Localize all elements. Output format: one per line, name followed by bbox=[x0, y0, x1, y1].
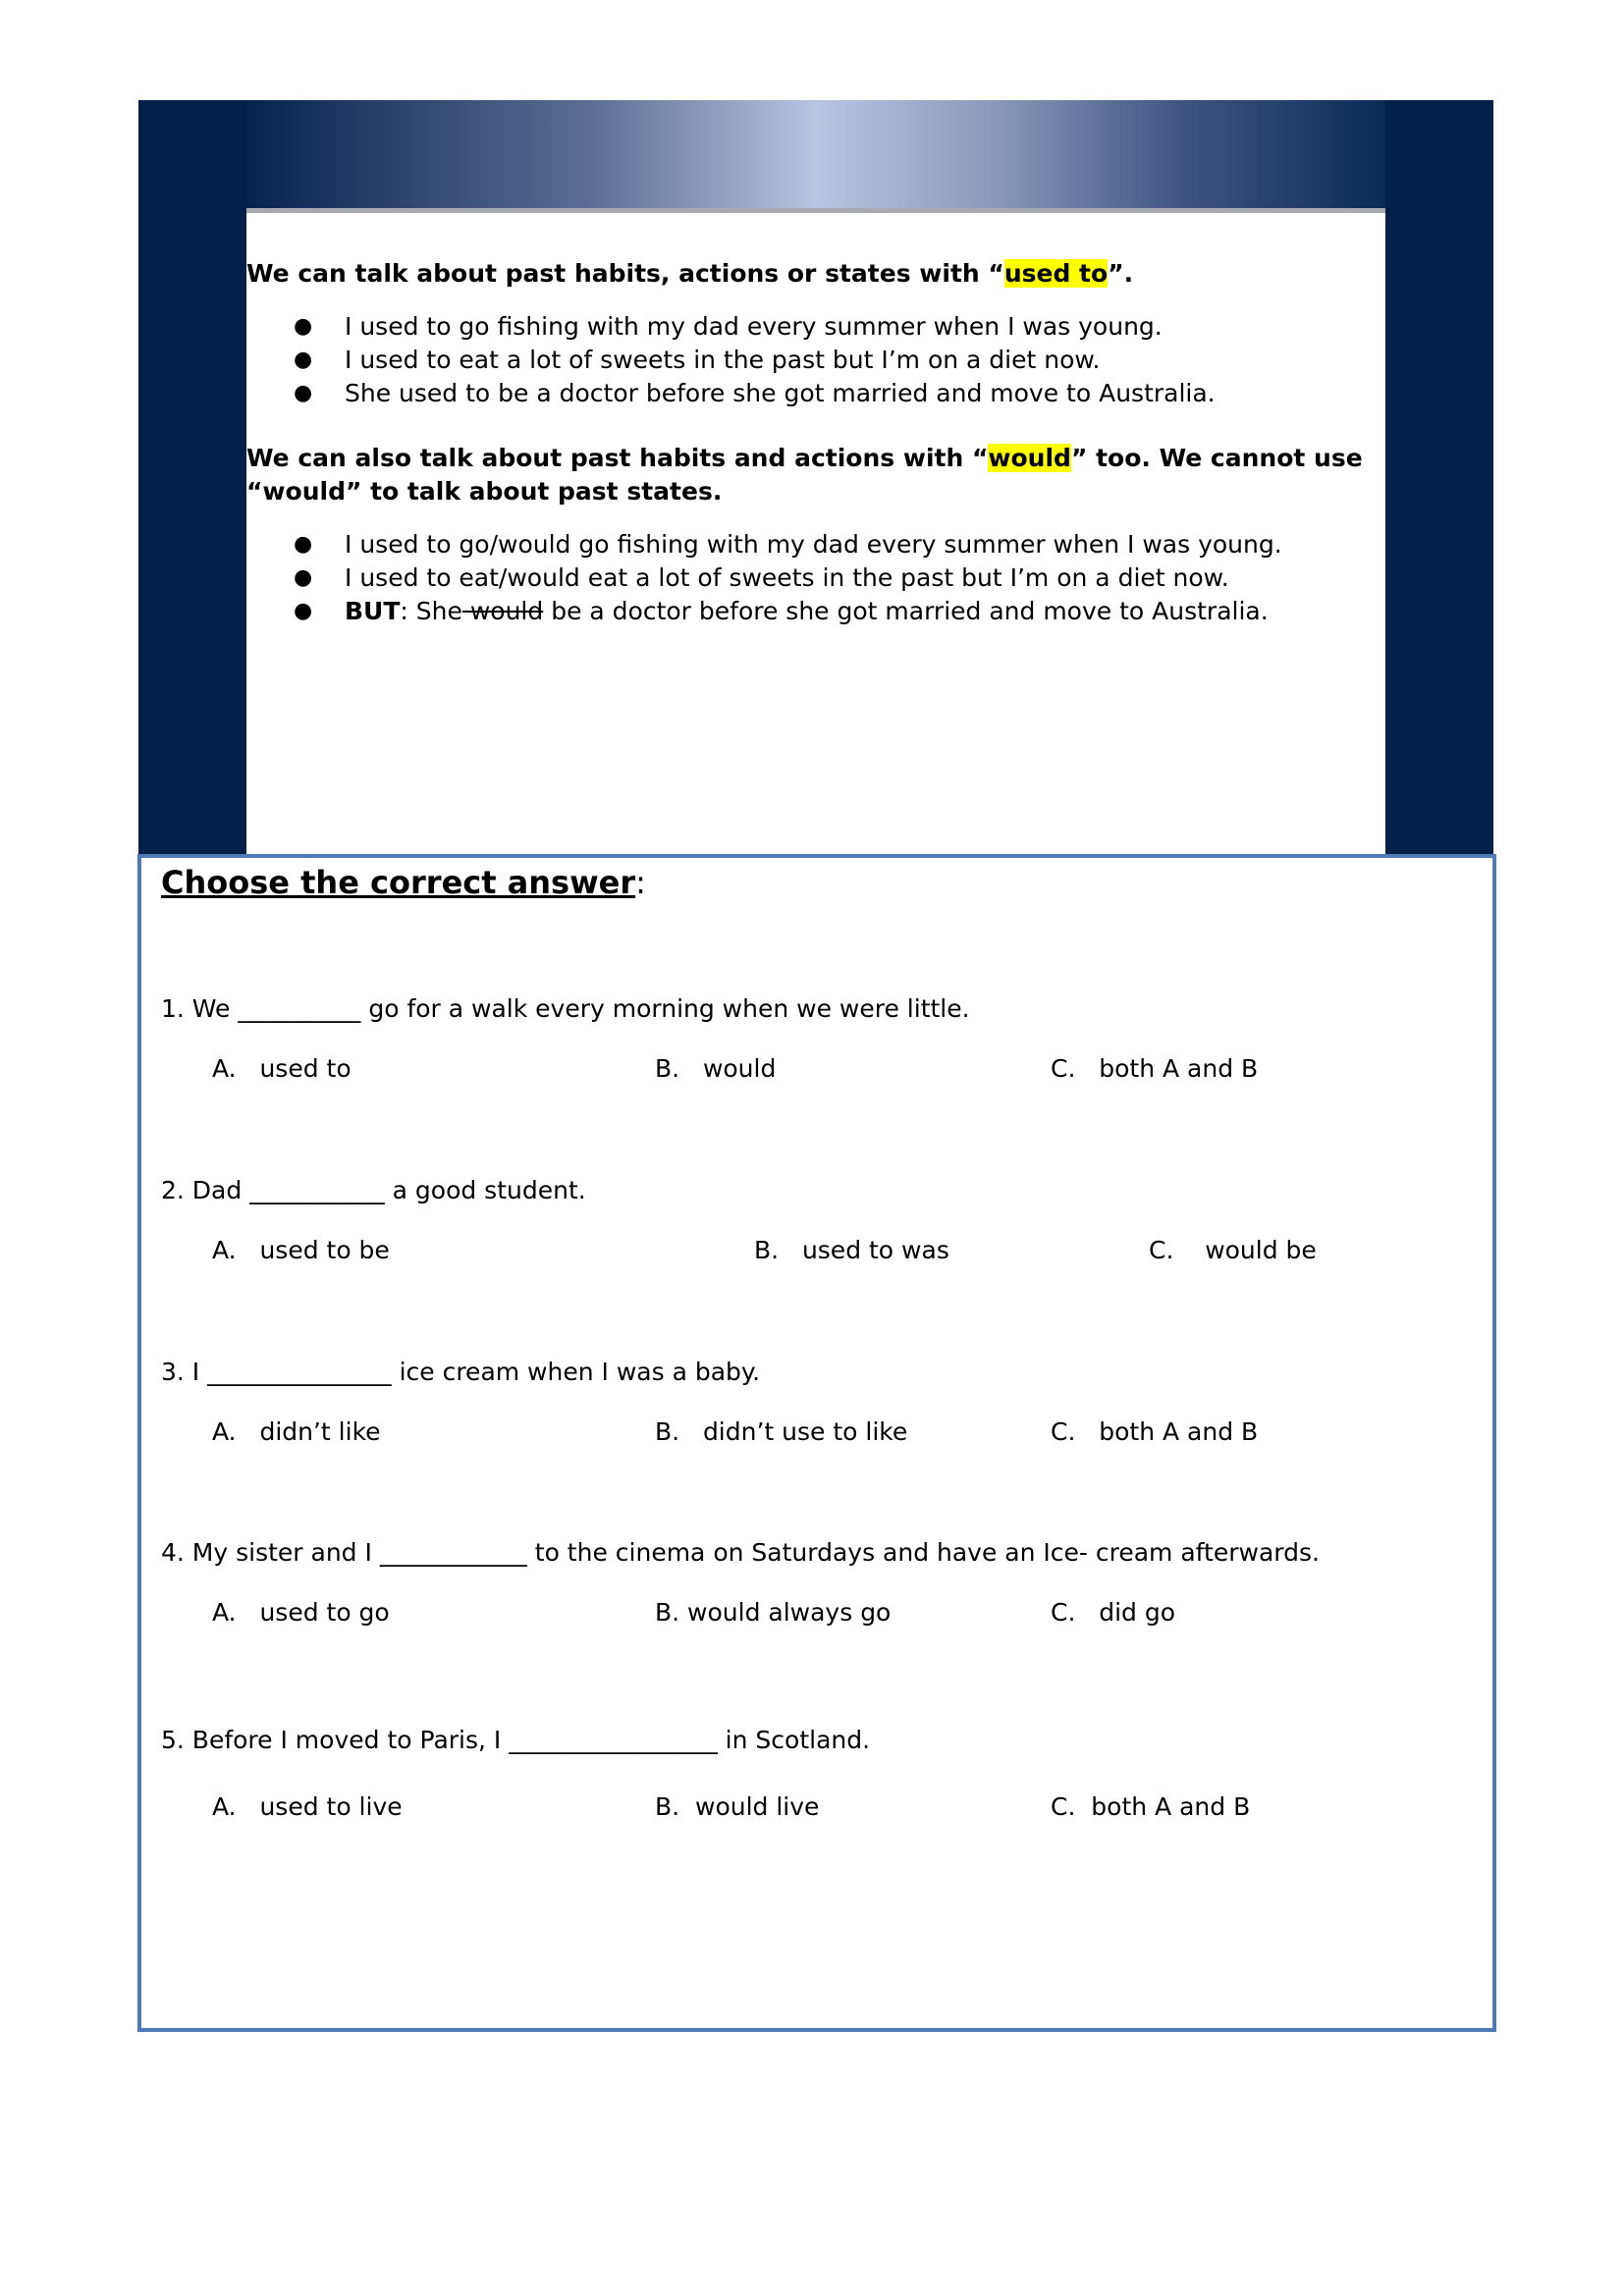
struck-word: would bbox=[461, 597, 544, 625]
bullet-icon: ● bbox=[294, 565, 313, 590]
bullet-icon: ● bbox=[294, 532, 313, 557]
highlight-would: would bbox=[988, 444, 1071, 472]
q2-option-a[interactable]: A. used to be bbox=[212, 1236, 390, 1264]
example-text: : She bbox=[400, 597, 462, 625]
list-item bbox=[246, 310, 1395, 344]
q3-option-a[interactable]: A. didn’t like bbox=[212, 1417, 381, 1446]
example-text: She used to be a doctor before she got married and move to Australia. bbox=[345, 379, 1216, 407]
q5-option-c[interactable]: C. both A and B bbox=[1051, 1792, 1251, 1821]
q2-option-b[interactable]: B. used to was bbox=[754, 1236, 949, 1264]
q5-option-b[interactable]: B. would live bbox=[655, 1792, 820, 1821]
q1-option-a[interactable]: A. used to bbox=[212, 1054, 352, 1083]
q1-option-b[interactable]: B. would bbox=[655, 1054, 777, 1083]
example-text: I used to eat a lot of sweets in the past but I’m on a diet now. bbox=[345, 346, 1101, 374]
bullet-icon: ● bbox=[294, 381, 313, 405]
lesson-banner bbox=[138, 100, 1493, 856]
example-text: be a doctor before she got married and move to Australia. bbox=[543, 597, 1269, 625]
rule-used-to-text: We can talk about past habits, actions or states with “ bbox=[246, 259, 1004, 288]
rule-used-to bbox=[246, 257, 1395, 291]
bullet-icon: ● bbox=[294, 347, 313, 372]
question-1: 1. We __________ go for a walk every morning when we were little. bbox=[161, 994, 970, 1023]
q3-option-c[interactable]: C. both A and B bbox=[1051, 1417, 1259, 1446]
list-item bbox=[246, 344, 1395, 377]
bullet-icon: ● bbox=[294, 599, 313, 623]
rule-would bbox=[246, 442, 1395, 508]
but-label: BUT bbox=[345, 597, 401, 625]
grammar-panel bbox=[246, 208, 1385, 856]
question-4: 4. My sister and I ____________ to the cinema on Saturdays and have an Ice- cream afterwards. bbox=[161, 1538, 1320, 1567]
list-item bbox=[246, 561, 1395, 595]
q4-option-b[interactable]: B. would always go bbox=[655, 1598, 892, 1627]
quiz-title bbox=[161, 864, 646, 901]
list-item bbox=[246, 377, 1395, 410]
bullet-icon: ● bbox=[294, 314, 313, 339]
rule-would-end: ” too. We cannot use “would” to talk about past states. bbox=[246, 444, 1363, 506]
q2-option-c[interactable]: C. would be bbox=[1149, 1236, 1317, 1264]
example-text: I used to go/would go fishing with my dad every summer when I was young. bbox=[345, 530, 1282, 559]
highlight-used-to: used to bbox=[1003, 259, 1109, 288]
q1-option-c[interactable]: C. both A and B bbox=[1051, 1054, 1259, 1083]
q3-option-b[interactable]: B. didn’t use to like bbox=[655, 1417, 908, 1446]
q4-option-c[interactable]: C. did go bbox=[1051, 1598, 1176, 1627]
question-2: 2. Dad ___________ a good student. bbox=[161, 1176, 586, 1204]
rule-used-to-end: ”. bbox=[1108, 259, 1134, 288]
examples-used-to bbox=[246, 310, 1395, 410]
examples-would bbox=[246, 528, 1395, 628]
quiz-title-colon: : bbox=[635, 864, 646, 901]
example-text: I used to go fishing with my dad every summer when I was young. bbox=[345, 312, 1163, 341]
quiz-box bbox=[137, 854, 1496, 2032]
rule-would-text: We can also talk about past habits and actions with “ bbox=[246, 444, 989, 472]
quiz-title-text: Choose the correct answer bbox=[161, 864, 636, 901]
q4-option-a[interactable]: A. used to go bbox=[212, 1598, 390, 1627]
list-item bbox=[246, 595, 1395, 628]
question-5: 5. Before I moved to Paris, I _________________ in Scotland. bbox=[161, 1726, 871, 1754]
example-text: I used to eat/would eat a lot of sweets in the past but I’m on a diet now. bbox=[345, 563, 1229, 592]
q5-option-a[interactable]: A. used to live bbox=[212, 1792, 403, 1821]
list-item bbox=[246, 528, 1395, 561]
question-3: 3. I _______________ ice cream when I was a baby. bbox=[161, 1358, 761, 1386]
banner-gradient bbox=[246, 100, 1385, 210]
